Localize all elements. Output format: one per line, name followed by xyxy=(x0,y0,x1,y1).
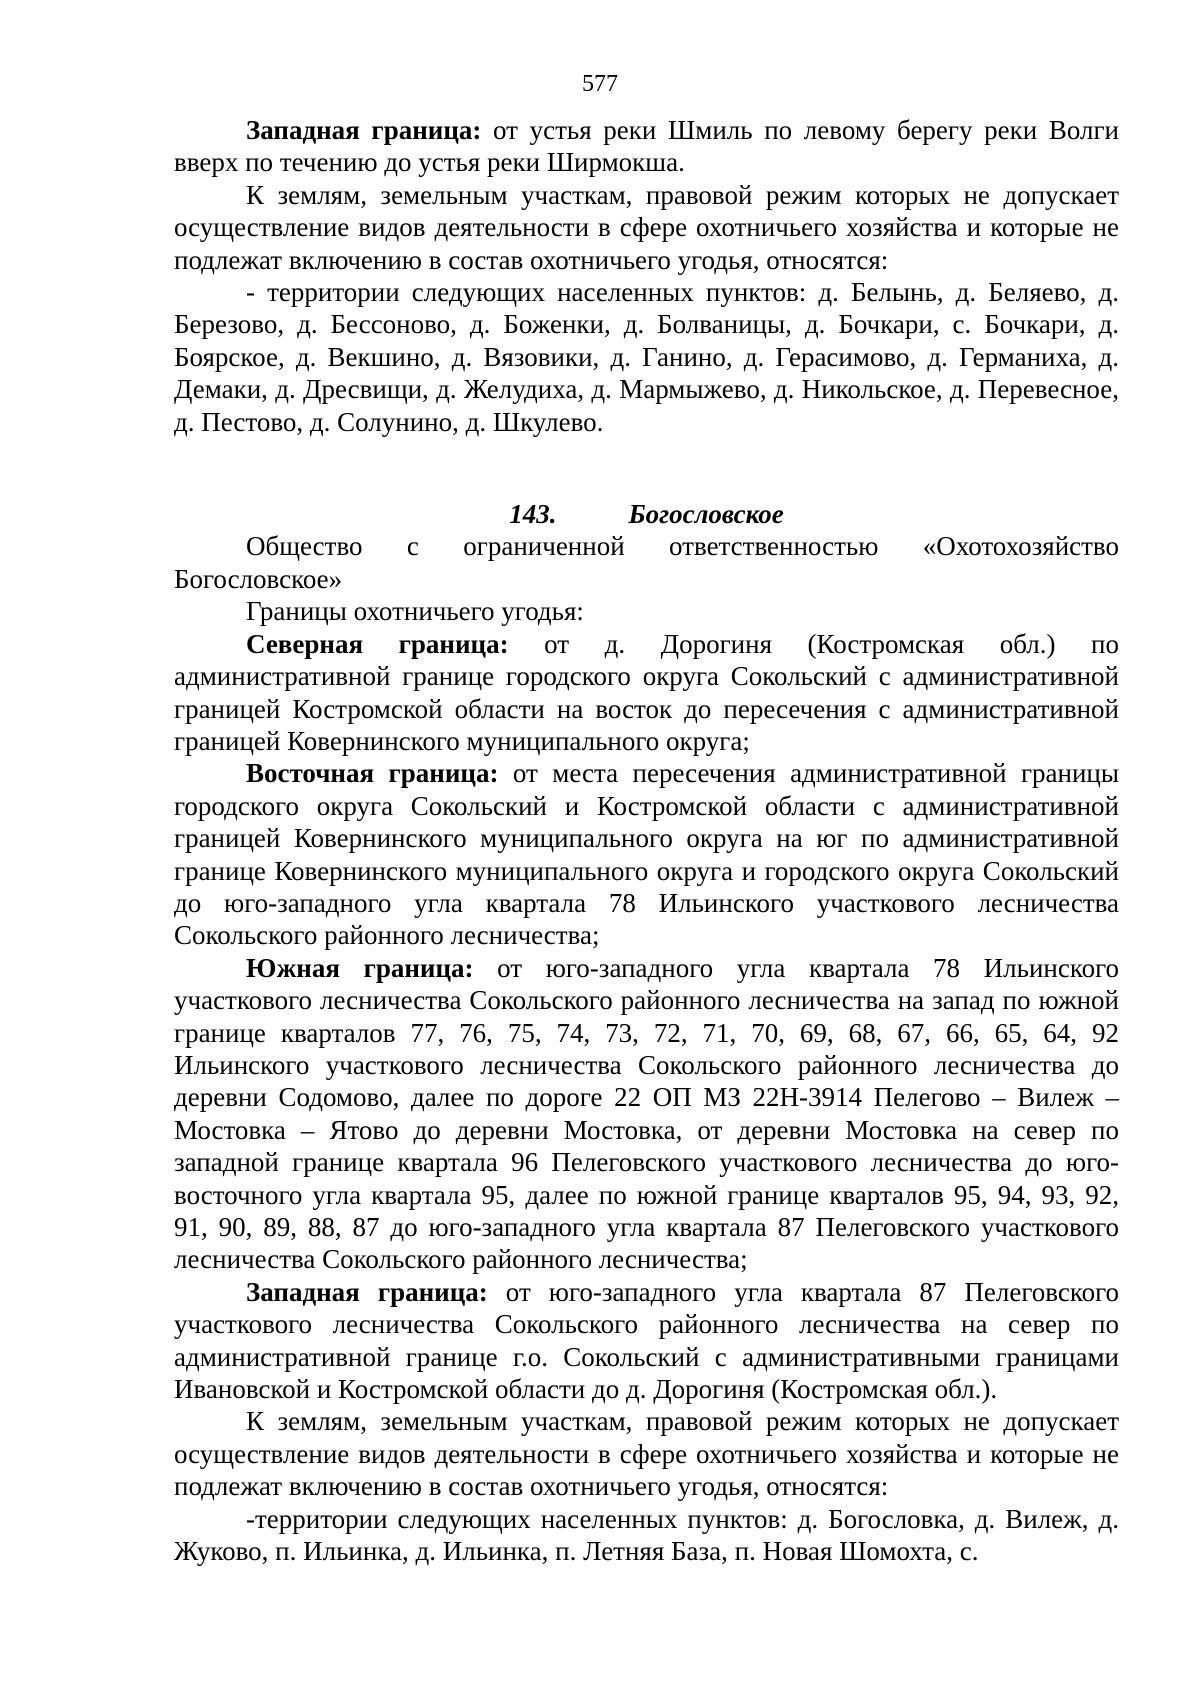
section-title: Богословское xyxy=(628,499,784,530)
paragraph-label: Западная граница: xyxy=(246,1276,488,1307)
settlements-list-paragraph-2 xyxy=(174,1503,1119,1568)
paragraph-text: К землям, земельным участкам, правовой режим которых не допускает осуществление видов деятельности в сфере охотничьего хозяйства и которые не подлежат включению в состав охотничьего угодья, относятся: xyxy=(174,1406,1119,1502)
excluded-lands-paragraph xyxy=(174,179,1119,276)
paragraph-text: от юго-западного угла квартала 78 Ильинского участкового лесничества Сокольского районного лесничества на запад по южной границе кварталов 77, 76, 75, 74, 73, 72, 71, 70, 69, 68, 67, 66, 65, 64, 92 Ильинского участкового лесничества Сокольского районного лесничества до деревни Содомово, далее по дороге 22 ОП МЗ 22Н-3914 Пелегово – Вилеж – Мостовка – Ятово до деревни Мостовка, от деревни Мостовка на север по западной границе квартала 96 Пелеговского участкового лесничества до юго-восточного угла квартала 95, далее по южной границе кварталов 95, 94, 93, 92, 91, 90, 89, 88, 87 до юго-западного угла квартала 87 Пелеговского участкового лесничества Сокольского районного лесничества; xyxy=(174,952,1119,1275)
northern-boundary-paragraph xyxy=(174,628,1119,758)
southern-boundary-paragraph xyxy=(174,952,1119,1276)
page-number: 577 xyxy=(582,71,618,97)
boundaries-intro-paragraph xyxy=(174,595,1119,627)
organization-paragraph xyxy=(174,530,1119,595)
paragraph-label: Южная граница: xyxy=(246,952,474,983)
eastern-boundary-paragraph xyxy=(174,757,1119,951)
paragraph-text: -территории следующих населенных пунктов: д. Богословка, д. Вилеж, д. Жуково, п. Ильинка, д. Ильинка, п. Летняя База, п. Новая Шомохта, с. xyxy=(174,1503,1119,1567)
section-number: 143. xyxy=(509,499,557,530)
paragraph-text: от устья реки Шмиль по левому берегу реки Волги вверх по течению до устья реки Ширмокша. xyxy=(174,115,1119,178)
paragraph-text: от д. Дорогиня (Костромская обл.) по административной границе городского округа Сокольский с административной границей Костромской области на восток до пересечения с административной границей Ковернинского муниципального округа; xyxy=(174,628,1120,756)
paragraph-label: Западная граница: xyxy=(246,115,482,145)
paragraph-text: Границы охотничьего угодья: xyxy=(246,596,584,627)
paragraph-text: Общество с ограниченной ответственностью «Охотохозяйство Богословское» xyxy=(174,531,1119,594)
western-boundary-paragraph xyxy=(174,114,1119,179)
paragraph-label: Северная граница: xyxy=(246,628,509,659)
document-body xyxy=(174,114,1119,1567)
paragraph-label: Восточная граница: xyxy=(246,758,499,789)
western-boundary-paragraph-2 xyxy=(174,1276,1119,1406)
paragraph-text: от места пересечения административной границы городского округа Сокольский и Костромской области с административной границей Ковернинского муниципального округа на юг по административной границе Ковернинского муниципального округа и городского округа Сокольский до юго-западного угла квартала 78 Ильинского участкового лесничества Сокольского районного лесничества; xyxy=(174,758,1120,951)
paragraph-text: - территории следующих населенных пунктов: д. Белынь, д. Беляево, д. Березово, д. Бессоново, д. Боженки, д. Болваницы, д. Бочкари, с. Бочкари, д. Боярское, д. Векшино, д. Вязовики, д. Ганино, д. Герасимово, д. Германиха, д. Демаки, д. Дресвищи, д. Желудиха, д. Мармыжево, д. Никольское, д. Перевесное, д. Пестово, д. Солунино, д. Шкулево. xyxy=(174,277,1119,437)
paragraph-text: от юго-западного угла квартала 87 Пелеговского участкового лесничества Сокольского районного лесничества на север по административной границе г.о. Сокольский с административными границами Ивановской и Костромской области до д. Дорогиня (Костромская обл.). xyxy=(174,1276,1119,1405)
section-heading xyxy=(174,498,1119,530)
excluded-lands-paragraph-2 xyxy=(174,1405,1119,1502)
settlements-list-paragraph xyxy=(174,276,1119,438)
paragraph-text: К землям, земельным участкам, правовой режим которых не допускает осуществление видов деятельности в сфере охотничьего хозяйства и которые не подлежат включению в состав охотничьего угодья, относятся: xyxy=(174,179,1119,275)
